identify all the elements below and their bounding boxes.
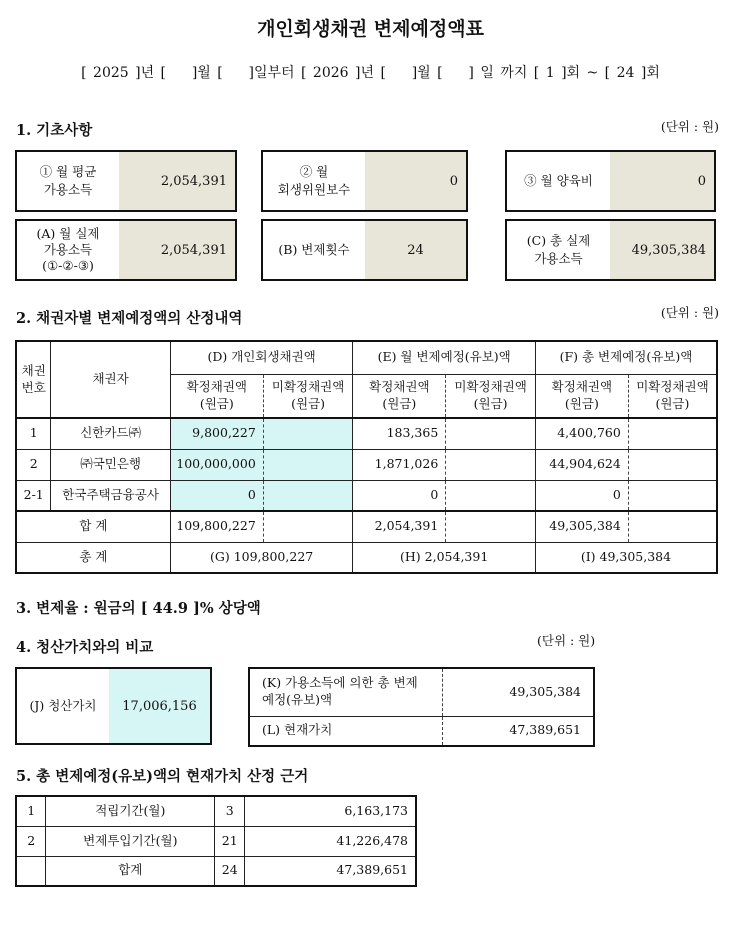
row-d-unconfirmed (263, 480, 353, 511)
row-e-unconfirmed (446, 418, 536, 449)
row-f-confirmed: 4,400,760 (535, 418, 628, 449)
row-creditor: ㈜국민은행 (51, 449, 170, 480)
pv-label: 적립기간(월) (46, 796, 215, 826)
liquidation-value-label: (J) 청산가치 (29, 697, 97, 713)
row-e-unconfirmed (446, 480, 536, 511)
row-no: 2 (16, 449, 51, 480)
pv-months: 3 (215, 796, 245, 826)
total-income-box (505, 219, 716, 281)
repay-count-label: (B) 변제횟수 (278, 241, 350, 257)
section-5-title: 5. 총 변제예정(유보)액의 현재가치 산정 근거 (16, 768, 309, 785)
pv-no: 1 (16, 796, 46, 826)
pv-label: 합계 (46, 856, 215, 886)
repay-count-value: 24 (365, 221, 466, 279)
table-row (16, 796, 416, 826)
repay-count-box (261, 219, 468, 281)
period-rounds: [ 1 ]회 ~ [ 24 ]회 (533, 65, 660, 81)
sum-d-unconfirmed (263, 511, 353, 542)
section-2-title: 2. 채권자별 변제예정액의 산정내역 (16, 310, 243, 327)
total-label: 총 계 (16, 542, 170, 573)
header-d: (D) 개인회생채권액 (170, 341, 353, 374)
present-value-table (15, 795, 417, 887)
total-row (16, 542, 717, 573)
total-i: (I) 49,305,384 (535, 542, 717, 573)
l-value: 47,389,651 (443, 716, 594, 746)
row-creditor: 신한카드㈜ (51, 418, 170, 449)
monthly-income-box (15, 150, 237, 212)
section-2-unit: (단위 : 원) (660, 305, 719, 320)
sum-f-unconfirmed (628, 511, 717, 542)
commissioner-fee-box (261, 150, 468, 212)
liquidation-value-box (15, 667, 212, 745)
pv-amount: 47,389,651 (245, 856, 416, 886)
row-f-unconfirmed (628, 480, 717, 511)
header-creditor: 채권자 (51, 341, 170, 418)
section-1-unit: (단위 : 원) (660, 119, 719, 134)
sum-e: 2,054,391 (353, 511, 446, 542)
table-row (16, 418, 717, 449)
row-e-confirmed: 1,871,026 (353, 449, 446, 480)
row-f-confirmed: 0 (535, 480, 628, 511)
row-f-unconfirmed (628, 418, 717, 449)
sum-d: 109,800,227 (170, 511, 263, 542)
total-h: (H) 2,054,391 (353, 542, 536, 573)
sum-row (16, 511, 717, 542)
row-f-confirmed: 44,904,624 (535, 449, 628, 480)
k-value: 49,305,384 (443, 668, 594, 716)
period-start: [ 2025 ]년 [ ]월 [ ]일부터 (81, 65, 295, 81)
total-income-value: 49,305,384 (610, 221, 714, 279)
monthly-income-value: 2,054,391 (119, 152, 235, 210)
header-f-unconfirmed: 미확정채권액 (원금) (628, 374, 717, 418)
table-row (16, 449, 717, 480)
row-e-confirmed: 0 (353, 480, 446, 511)
actual-income-value: 2,054,391 (119, 221, 235, 279)
commissioner-fee-value: 0 (365, 152, 466, 210)
section-1-title: 1. 기초사항 (16, 122, 93, 139)
child-support-label: ③ 월 양육비 (524, 172, 593, 188)
pv-no (16, 856, 46, 886)
comparison-table (248, 667, 595, 747)
section-4-unit: (단위 : 원) (537, 633, 596, 648)
row-no: 2-1 (16, 480, 51, 511)
row-f-unconfirmed (628, 449, 717, 480)
pv-amount: 41,226,478 (245, 826, 416, 856)
actual-income-box (15, 219, 237, 281)
row-d-confirmed: 9,800,227 (170, 418, 263, 449)
row-d-confirmed: 100,000,000 (170, 449, 263, 480)
row-e-confirmed: 183,365 (353, 418, 446, 449)
table-row (16, 856, 416, 886)
l-label: (L) 현재가치 (249, 716, 443, 746)
header-d-unconfirmed: 미확정채권액 (원금) (263, 374, 353, 418)
pv-no: 2 (16, 826, 46, 856)
header-f: (F) 총 변제예정(유보)액 (535, 341, 717, 374)
total-income-label: (C) 총 실제 가용소득 (526, 232, 591, 266)
header-e-confirmed: 확정채권액 (원금) (353, 374, 446, 418)
sum-e-unconfirmed (446, 511, 536, 542)
actual-income-label: (A) 월 실제 가용소득 (①-②-③) (36, 225, 100, 274)
period-end: [ 2026 ]년 [ ]월 [ ] 일 까지 (301, 65, 528, 81)
monthly-income-label: ① 월 평균 가용소득 (39, 163, 97, 197)
row-d-confirmed: 0 (170, 480, 263, 511)
section-4-title: 4. 청산가치와의 비교 (16, 639, 154, 656)
row-d-unconfirmed (263, 449, 353, 480)
repayment-period (0, 62, 741, 82)
sum-f: 49,305,384 (535, 511, 628, 542)
child-support-box (505, 150, 716, 212)
table-row (16, 480, 717, 511)
creditor-table (15, 340, 718, 574)
commissioner-fee-label: ② 월 회생위원보수 (277, 163, 351, 197)
row-creditor: 한국주택금융공사 (51, 480, 170, 511)
sum-label: 합 계 (16, 511, 170, 542)
pv-label: 변제투입기간(월) (46, 826, 215, 856)
row-d-unconfirmed (263, 418, 353, 449)
child-support-value: 0 (610, 152, 714, 210)
pv-months: 21 (215, 826, 245, 856)
liquidation-value: 17,006,156 (109, 669, 210, 743)
pv-amount: 6,163,173 (245, 796, 416, 826)
section-3-title: 3. 변제율 : 원금의 [ 44.9 ]% 상당액 (16, 600, 261, 617)
k-label: (K) 가용소득에 의한 총 변제 예정(유보)액 (249, 668, 443, 716)
row-e-unconfirmed (446, 449, 536, 480)
header-no: 채권 번호 (16, 341, 51, 418)
header-f-confirmed: 확정채권액 (원금) (535, 374, 628, 418)
pv-months: 24 (215, 856, 245, 886)
page-title: 개인회생채권 변제예정액표 (257, 18, 484, 40)
header-e-unconfirmed: 미확정채권액 (원금) (446, 374, 536, 418)
header-e: (E) 월 변제예정(유보)액 (353, 341, 536, 374)
row-no: 1 (16, 418, 51, 449)
header-d-confirmed: 확정채권액 (원금) (170, 374, 263, 418)
total-g: (G) 109,800,227 (170, 542, 353, 573)
table-row (16, 826, 416, 856)
